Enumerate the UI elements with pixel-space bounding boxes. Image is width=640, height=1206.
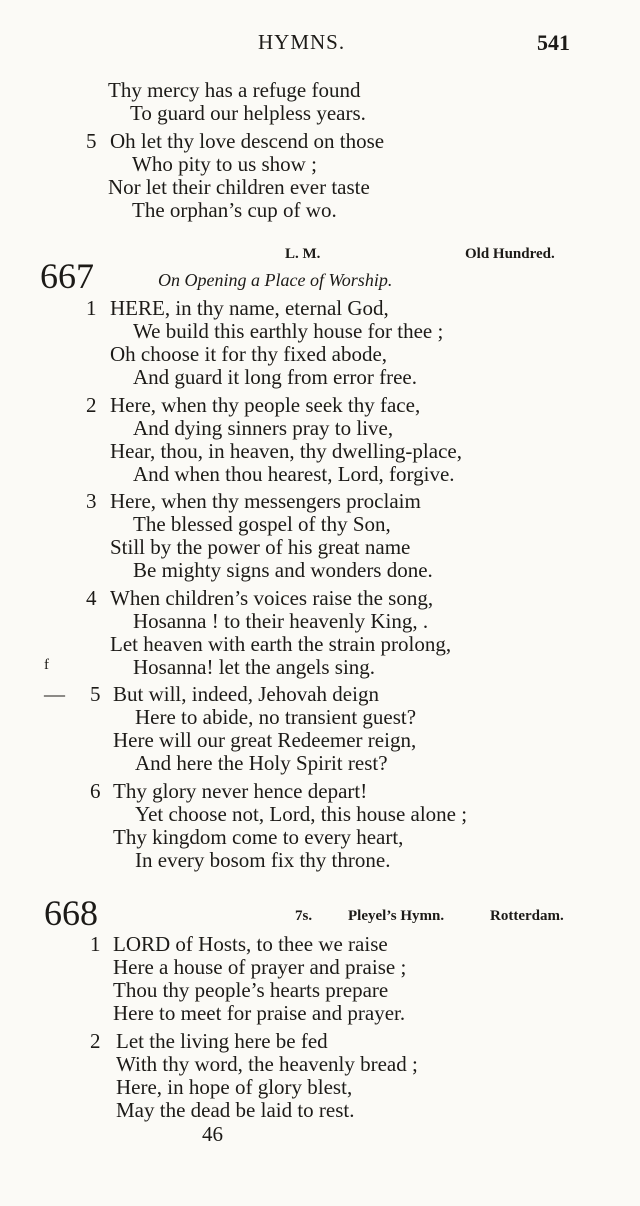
verse-line: Here to abide, no transient guest? <box>135 705 417 729</box>
running-title: HYMNS. <box>258 30 346 54</box>
verse-line: Here to meet for praise and prayer. <box>113 1001 406 1025</box>
stanza-number: 2 <box>90 1029 101 1053</box>
verse-line: Yet choose not, Lord, this house alone ; <box>135 802 468 826</box>
verse-line: Thy mercy has a refuge found <box>108 78 361 102</box>
verse-line: And when thou hearest, Lord, forgive. <box>133 462 455 486</box>
verse-line: But will, indeed, Jehovah deign <box>113 682 379 706</box>
stanza-number: 1 <box>86 296 97 320</box>
hymn-meter: L. M. <box>285 246 321 262</box>
stanza-number: 4 <box>86 586 97 610</box>
verse-line: And guard it long from error free. <box>133 365 417 389</box>
verse-line: Here, when thy people seek thy face, <box>110 393 421 417</box>
verse-line: Thou thy people’s hearts prepare <box>113 978 389 1002</box>
verse-line: Here, when thy messengers proclaim <box>110 489 421 513</box>
verse-line: Thy glory never hence depart! <box>113 779 368 803</box>
signature-mark: 46 <box>202 1122 223 1146</box>
stanza-number: 3 <box>86 489 97 513</box>
verse-line: Let heaven with earth the strain prolong, <box>110 632 452 656</box>
hymn-tune: Old Hundred. <box>465 246 555 262</box>
verse-line: May the dead be laid to rest. <box>116 1098 355 1122</box>
verse-line: LORD of Hosts, to thee we raise <box>113 932 388 956</box>
hymn-number: 668 <box>44 893 98 933</box>
verse-line: Hosanna! let the angels sing. <box>133 655 376 679</box>
stanza-number: 5 <box>90 682 101 706</box>
hymn-title: On Opening a Place of Worship. <box>158 270 393 290</box>
stanza-number: 2 <box>86 393 97 417</box>
dash-mark: — <box>44 682 65 706</box>
verse-line: And here the Holy Spirit rest? <box>135 751 388 775</box>
verse-line: Here a house of prayer and praise ; <box>113 955 407 979</box>
verse-line: Thy kingdom come to every heart, <box>113 825 404 849</box>
verse-line: Nor let their children ever taste <box>108 175 370 199</box>
verse-line: Still by the power of his great name <box>110 535 411 559</box>
stanza-number: 6 <box>90 779 101 803</box>
verse-line: Here, in hope of glory blest, <box>116 1075 353 1099</box>
verse-line: The blessed gospel of thy Son, <box>133 512 391 536</box>
stanza-number: 5 <box>86 129 97 153</box>
verse-line: Here will our great Redeemer reign, <box>113 728 417 752</box>
verse-line: With thy word, the heavenly bread ; <box>116 1052 418 1076</box>
hymn-tune: Pleyel’s Hymn. <box>348 908 445 924</box>
verse-line: Be mighty signs and wonders done. <box>133 558 433 582</box>
verse-line: To guard our helpless years. <box>130 101 366 125</box>
verse-line: Oh let thy love descend on those <box>110 129 385 153</box>
hymn-tune: Rotterdam. <box>490 908 564 924</box>
verse-line: The orphan’s cup of wo. <box>132 198 337 222</box>
verse-line: In every bosom fix thy throne. <box>135 848 391 872</box>
verse-line: Who pity to us show ; <box>132 152 317 176</box>
verse-line: HERE, in thy name, eternal God, <box>110 296 389 320</box>
verse-line: Let the living here be fed <box>116 1029 328 1053</box>
verse-line: And dying sinners pray to live, <box>133 416 394 440</box>
page-number: 541 <box>537 30 570 55</box>
verse-line: Hear, thou, in heaven, thy dwelling-place, <box>110 439 462 463</box>
verse-line: We build this earthly house for thee ; <box>133 319 444 343</box>
hymn-meter: 7s. <box>295 908 313 924</box>
verse-line: Oh choose it for thy fixed abode, <box>110 342 388 366</box>
verse-line: When children’s voices raise the song, <box>110 586 434 610</box>
forte-mark: f <box>44 657 49 673</box>
verse-line: Hosanna ! to their heavenly King, . <box>133 609 429 633</box>
stanza-number: 1 <box>90 932 101 956</box>
hymn-number: 667 <box>40 256 94 296</box>
